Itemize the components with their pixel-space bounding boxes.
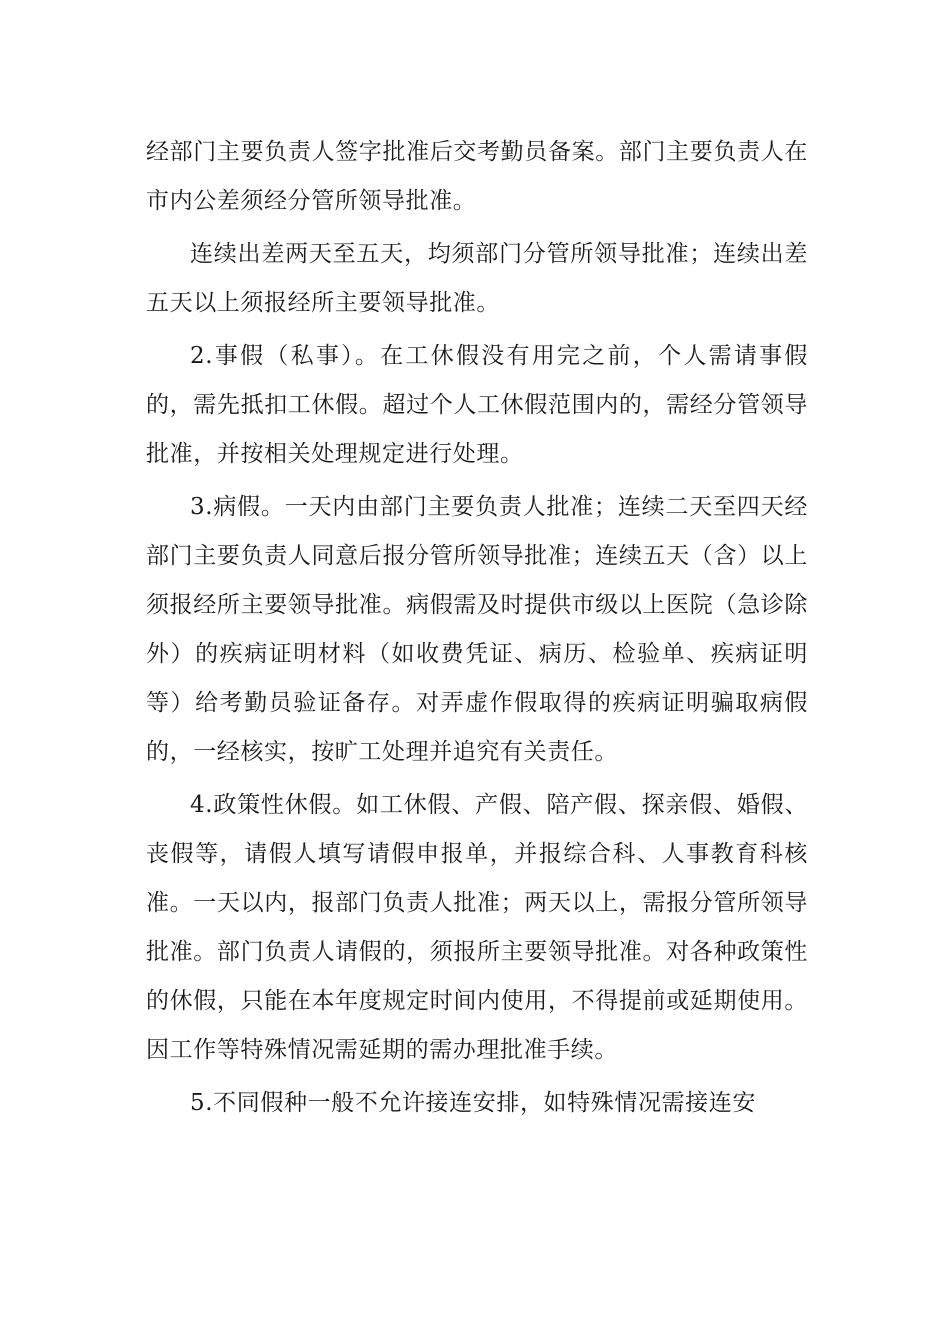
paragraph-5: 4.政策性休假。如工休假、产假、陪产假、探亲假、婚假、丧假等，请假人填写请假申报单，并报综合科、人事教育科核准。一天以内，报部门负责人批准；两天以上，需报分管所领导批准。部门负责人请假的，须报所主要领导批准。对各种政策性的休假，只能在本年度规定时间内使用，不得提前或延期使用。因工作等特殊情况需延期的需办理批准手续。 xyxy=(146,792,808,1063)
paragraph-1: 经部门主要负责人签字批准后交考勤员备案。部门主要负责人在市内公差须经分管所领导批准。 xyxy=(146,139,808,214)
paragraph-6: 5.不同假种一般不允许接连安排，如特殊情况需接连安 xyxy=(190,1090,756,1116)
paragraph-2: 连续出差两天至五天，均须部门分管所领导批准；连续出差五天以上须报经所主要领导批准。 xyxy=(146,241,808,316)
paragraph-4: 3.病假。一天内由部门主要负责人批准；连续二天至四天经部门主要负责人同意后报分管所领导批准；连续五天（含）以上须报经所主要领导批准。病假需及时提供市级以上医院（急诊除外）的疾病证明材料（如收费凭证、病历、检验单、疾病证明等）给考勤员验证备存。对弄虚作假取得的疾病证明骗取病假的，一经核实，按旷工处理并追究有关责任。 xyxy=(146,494,808,765)
document-body xyxy=(146,128,808,1128)
paragraph-3: 2.事假（私事）。在工休假没有用完之前，个人需请事假的，需先抵扣工休假。超过个人工休假范围内的，需经分管领导批准，并按相关处理规定进行处理。 xyxy=(146,343,808,467)
